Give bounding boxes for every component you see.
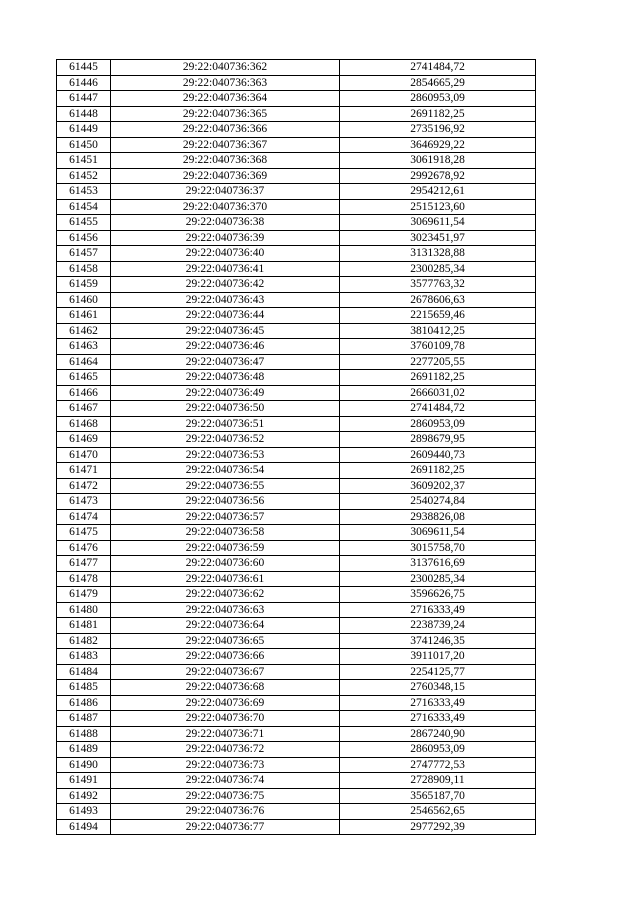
cadastral-value-cell: 2691182,25 xyxy=(340,463,536,479)
cadastral-number-cell: 29:22:040736:46 xyxy=(111,339,340,355)
cadastral-number-cell: 29:22:040736:74 xyxy=(111,773,340,789)
table-row xyxy=(57,199,536,215)
cadastral-number-cell: 29:22:040736:365 xyxy=(111,106,340,122)
table-row xyxy=(57,432,536,448)
row-number-cell: 61489 xyxy=(57,742,111,758)
cadastral-value-cell: 2666031,02 xyxy=(340,385,536,401)
cadastral-value-cell: 2716333,49 xyxy=(340,602,536,618)
row-number-cell: 61448 xyxy=(57,106,111,122)
cadastral-value-cell: 2867240,90 xyxy=(340,726,536,742)
cadastral-number-cell: 29:22:040736:47 xyxy=(111,354,340,370)
cadastral-number-cell: 29:22:040736:77 xyxy=(111,819,340,835)
table-row xyxy=(57,680,536,696)
cadastral-number-cell: 29:22:040736:368 xyxy=(111,153,340,169)
cadastral-number-cell: 29:22:040736:53 xyxy=(111,447,340,463)
cadastral-number-cell: 29:22:040736:61 xyxy=(111,571,340,587)
table-row xyxy=(57,509,536,525)
cadastral-number-cell: 29:22:040736:48 xyxy=(111,370,340,386)
cadastral-value-cell: 2716333,49 xyxy=(340,711,536,727)
row-number-cell: 61469 xyxy=(57,432,111,448)
cadastral-value-cell: 3810412,25 xyxy=(340,323,536,339)
cadastral-number-cell: 29:22:040736:45 xyxy=(111,323,340,339)
row-number-cell: 61480 xyxy=(57,602,111,618)
table-row xyxy=(57,277,536,293)
table-row xyxy=(57,587,536,603)
table-row xyxy=(57,308,536,324)
cadastral-value-cell: 2977292,39 xyxy=(340,819,536,835)
row-number-cell: 61464 xyxy=(57,354,111,370)
cadastral-value-cell: 2515123,60 xyxy=(340,199,536,215)
cadastral-value-cell: 2215659,46 xyxy=(340,308,536,324)
cadastral-value-cell: 3577763,32 xyxy=(340,277,536,293)
table-row xyxy=(57,804,536,820)
table-row xyxy=(57,261,536,277)
cadastral-value-cell: 2938826,08 xyxy=(340,509,536,525)
cadastral-number-cell: 29:22:040736:56 xyxy=(111,494,340,510)
table-row xyxy=(57,230,536,246)
cadastral-number-cell: 29:22:040736:366 xyxy=(111,122,340,138)
cadastral-number-cell: 29:22:040736:68 xyxy=(111,680,340,696)
cadastral-value-cell: 2609440,73 xyxy=(340,447,536,463)
cadastral-value-cell: 2735196,92 xyxy=(340,122,536,138)
cadastral-number-cell: 29:22:040736:38 xyxy=(111,215,340,231)
table-row xyxy=(57,556,536,572)
table-row xyxy=(57,106,536,122)
cadastral-value-cell: 2741484,72 xyxy=(340,401,536,417)
table-row xyxy=(57,726,536,742)
row-number-cell: 61488 xyxy=(57,726,111,742)
table-row xyxy=(57,215,536,231)
row-number-cell: 61477 xyxy=(57,556,111,572)
table-row xyxy=(57,75,536,91)
cadastral-number-cell: 29:22:040736:64 xyxy=(111,618,340,634)
table-row xyxy=(57,354,536,370)
row-number-cell: 61452 xyxy=(57,168,111,184)
row-number-cell: 61479 xyxy=(57,587,111,603)
table-row xyxy=(57,757,536,773)
row-number-cell: 61476 xyxy=(57,540,111,556)
table-row xyxy=(57,184,536,200)
cadastral-value-cell: 2238739,24 xyxy=(340,618,536,634)
row-number-cell: 61449 xyxy=(57,122,111,138)
cadastral-number-cell: 29:22:040736:72 xyxy=(111,742,340,758)
cadastral-number-cell: 29:22:040736:58 xyxy=(111,525,340,541)
cadastral-number-cell: 29:22:040736:67 xyxy=(111,664,340,680)
row-number-cell: 61472 xyxy=(57,478,111,494)
cadastral-number-cell: 29:22:040736:370 xyxy=(111,199,340,215)
cadastral-number-cell: 29:22:040736:369 xyxy=(111,168,340,184)
row-number-cell: 61460 xyxy=(57,292,111,308)
cadastral-number-cell: 29:22:040736:49 xyxy=(111,385,340,401)
cadastral-number-cell: 29:22:040736:51 xyxy=(111,416,340,432)
cadastral-value-cell: 2678606,63 xyxy=(340,292,536,308)
row-number-cell: 61468 xyxy=(57,416,111,432)
row-number-cell: 61447 xyxy=(57,91,111,107)
row-number-cell: 61475 xyxy=(57,525,111,541)
table-row xyxy=(57,416,536,432)
cadastral-number-cell: 29:22:040736:43 xyxy=(111,292,340,308)
row-number-cell: 61482 xyxy=(57,633,111,649)
table-row xyxy=(57,633,536,649)
cadastral-number-cell: 29:22:040736:39 xyxy=(111,230,340,246)
table-row xyxy=(57,711,536,727)
cadastral-value-cell: 2860953,09 xyxy=(340,742,536,758)
cadastral-value-cell: 3061918,28 xyxy=(340,153,536,169)
table-row xyxy=(57,447,536,463)
cadastral-value-cell: 2254125,77 xyxy=(340,664,536,680)
cadastral-value-cell: 2277205,55 xyxy=(340,354,536,370)
cadastral-value-cell: 3137616,69 xyxy=(340,556,536,572)
table-row xyxy=(57,323,536,339)
table-row xyxy=(57,122,536,138)
table-row xyxy=(57,153,536,169)
cadastral-value-cell: 2992678,92 xyxy=(340,168,536,184)
cadastral-number-cell: 29:22:040736:62 xyxy=(111,587,340,603)
cadastral-value-cell: 2300285,34 xyxy=(340,571,536,587)
cadastral-value-cell: 3069611,54 xyxy=(340,215,536,231)
cadastral-value-cell: 3911017,20 xyxy=(340,649,536,665)
cadastral-number-cell: 29:22:040736:367 xyxy=(111,137,340,153)
cadastral-value-cell: 2954212,61 xyxy=(340,184,536,200)
table-row xyxy=(57,463,536,479)
table-row xyxy=(57,91,536,107)
cadastral-value-cell: 3023451,97 xyxy=(340,230,536,246)
cadastral-value-cell: 2691182,25 xyxy=(340,370,536,386)
table-row xyxy=(57,60,536,76)
cadastral-number-cell: 29:22:040736:76 xyxy=(111,804,340,820)
cadastral-number-cell: 29:22:040736:65 xyxy=(111,633,340,649)
cadastral-value-cell: 3609202,37 xyxy=(340,478,536,494)
row-number-cell: 61466 xyxy=(57,385,111,401)
cadastral-number-cell: 29:22:040736:57 xyxy=(111,509,340,525)
table-row xyxy=(57,246,536,262)
cadastral-value-cell: 2546562,65 xyxy=(340,804,536,820)
table-row xyxy=(57,788,536,804)
table-row xyxy=(57,525,536,541)
cadastral-number-cell: 29:22:040736:363 xyxy=(111,75,340,91)
table-row xyxy=(57,695,536,711)
row-number-cell: 61463 xyxy=(57,339,111,355)
row-number-cell: 61445 xyxy=(57,60,111,76)
table-row xyxy=(57,540,536,556)
row-number-cell: 61486 xyxy=(57,695,111,711)
row-number-cell: 61446 xyxy=(57,75,111,91)
row-number-cell: 61470 xyxy=(57,447,111,463)
table-row xyxy=(57,494,536,510)
cadastral-number-cell: 29:22:040736:73 xyxy=(111,757,340,773)
cadastral-number-cell: 29:22:040736:362 xyxy=(111,60,340,76)
table-row xyxy=(57,292,536,308)
cadastral-value-cell: 2860953,09 xyxy=(340,416,536,432)
cadastral-number-cell: 29:22:040736:40 xyxy=(111,246,340,262)
cadastral-value-cell: 3565187,70 xyxy=(340,788,536,804)
cadastral-number-cell: 29:22:040736:50 xyxy=(111,401,340,417)
table-row xyxy=(57,649,536,665)
row-number-cell: 61481 xyxy=(57,618,111,634)
cadastral-number-cell: 29:22:040736:55 xyxy=(111,478,340,494)
row-number-cell: 61458 xyxy=(57,261,111,277)
row-number-cell: 61484 xyxy=(57,664,111,680)
cadastral-number-cell: 29:22:040736:59 xyxy=(111,540,340,556)
cadastral-value-cell: 3760109,78 xyxy=(340,339,536,355)
row-number-cell: 61473 xyxy=(57,494,111,510)
cadastral-number-cell: 29:22:040736:52 xyxy=(111,432,340,448)
cadastral-number-cell: 29:22:040736:60 xyxy=(111,556,340,572)
table-row xyxy=(57,478,536,494)
row-number-cell: 61451 xyxy=(57,153,111,169)
cadastral-number-cell: 29:22:040736:75 xyxy=(111,788,340,804)
row-number-cell: 61465 xyxy=(57,370,111,386)
cadastral-number-cell: 29:22:040736:54 xyxy=(111,463,340,479)
cadastral-number-cell: 29:22:040736:37 xyxy=(111,184,340,200)
row-number-cell: 61457 xyxy=(57,246,111,262)
row-number-cell: 61461 xyxy=(57,308,111,324)
cadastral-value-cell: 3015758,70 xyxy=(340,540,536,556)
cadastral-number-cell: 29:22:040736:63 xyxy=(111,602,340,618)
cadastral-value-cell: 2741484,72 xyxy=(340,60,536,76)
cadastral-value-table xyxy=(56,59,536,835)
cadastral-value-cell: 2760348,15 xyxy=(340,680,536,696)
cadastral-number-cell: 29:22:040736:69 xyxy=(111,695,340,711)
cadastral-number-cell: 29:22:040736:71 xyxy=(111,726,340,742)
cadastral-number-cell: 29:22:040736:66 xyxy=(111,649,340,665)
row-number-cell: 61478 xyxy=(57,571,111,587)
cadastral-value-cell: 2860953,09 xyxy=(340,91,536,107)
cadastral-number-cell: 29:22:040736:364 xyxy=(111,91,340,107)
cadastral-value-cell: 3131328,88 xyxy=(340,246,536,262)
table-row xyxy=(57,370,536,386)
table-body xyxy=(57,60,536,835)
row-number-cell: 61467 xyxy=(57,401,111,417)
table-row xyxy=(57,664,536,680)
row-number-cell: 61454 xyxy=(57,199,111,215)
table-row xyxy=(57,339,536,355)
cadastral-value-cell: 2540274,84 xyxy=(340,494,536,510)
table-row xyxy=(57,618,536,634)
cadastral-number-cell: 29:22:040736:41 xyxy=(111,261,340,277)
row-number-cell: 61450 xyxy=(57,137,111,153)
table-row xyxy=(57,385,536,401)
cadastral-value-cell: 3741246,35 xyxy=(340,633,536,649)
cadastral-value-cell: 2898679,95 xyxy=(340,432,536,448)
row-number-cell: 61494 xyxy=(57,819,111,835)
cadastral-value-cell: 2747772,53 xyxy=(340,757,536,773)
row-number-cell: 61474 xyxy=(57,509,111,525)
row-number-cell: 61456 xyxy=(57,230,111,246)
row-number-cell: 61493 xyxy=(57,804,111,820)
cadastral-number-cell: 29:22:040736:44 xyxy=(111,308,340,324)
table-row xyxy=(57,819,536,835)
cadastral-value-cell: 2716333,49 xyxy=(340,695,536,711)
row-number-cell: 61453 xyxy=(57,184,111,200)
row-number-cell: 61455 xyxy=(57,215,111,231)
cadastral-value-cell: 2728909,11 xyxy=(340,773,536,789)
row-number-cell: 61487 xyxy=(57,711,111,727)
table-row xyxy=(57,742,536,758)
table-row xyxy=(57,602,536,618)
row-number-cell: 61462 xyxy=(57,323,111,339)
row-number-cell: 61492 xyxy=(57,788,111,804)
row-number-cell: 61459 xyxy=(57,277,111,293)
cadastral-value-cell: 3646929,22 xyxy=(340,137,536,153)
table-row xyxy=(57,401,536,417)
cadastral-value-cell: 2691182,25 xyxy=(340,106,536,122)
row-number-cell: 61491 xyxy=(57,773,111,789)
cadastral-number-cell: 29:22:040736:42 xyxy=(111,277,340,293)
table-row xyxy=(57,773,536,789)
cadastral-value-cell: 2300285,34 xyxy=(340,261,536,277)
cadastral-value-cell: 2854665,29 xyxy=(340,75,536,91)
row-number-cell: 61471 xyxy=(57,463,111,479)
table-row xyxy=(57,571,536,587)
table-row xyxy=(57,137,536,153)
cadastral-value-cell: 3596626,75 xyxy=(340,587,536,603)
row-number-cell: 61483 xyxy=(57,649,111,665)
cadastral-value-cell: 3069611,54 xyxy=(340,525,536,541)
row-number-cell: 61490 xyxy=(57,757,111,773)
table-row xyxy=(57,168,536,184)
row-number-cell: 61485 xyxy=(57,680,111,696)
cadastral-number-cell: 29:22:040736:70 xyxy=(111,711,340,727)
